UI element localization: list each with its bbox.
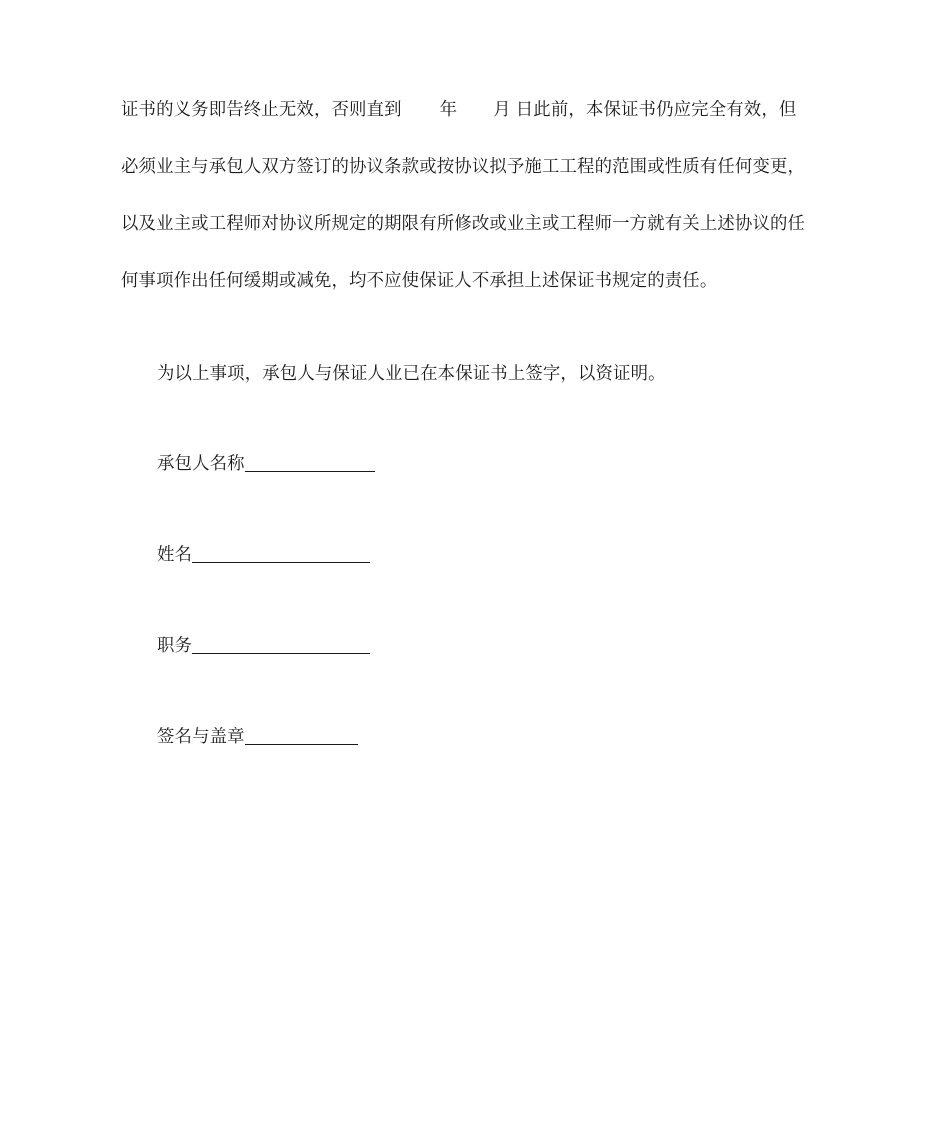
paragraph1-line2: 必须业主与承包人双方签订的协议条款或按协议拟予施工工程的范围或性质有任何变更， [121,157,806,177]
position-field [157,635,877,657]
year-label: 年 [439,100,458,120]
paragraph1-line1-text-a: 证书的义务即告终止无效，否则直到 [121,100,402,120]
signature-label: 签名与盖章 [157,727,245,747]
name-field [157,544,877,566]
signature-field [157,726,877,748]
contractor-name-blank [245,453,375,472]
signature-blank [245,726,358,745]
contractor-name-label: 承包人名称 [157,454,245,474]
month-label: 月 [493,100,511,120]
paragraph1-line3: 以及业主或工程师对协议所规定的期限有所修改或业主或工程师一方就有关上述协议的任 [121,214,806,234]
paragraph2: 为以上事项，承包人与保证人业已在本保证书上签字，以资证明。 [157,364,666,384]
paragraph1-line1-text-b: 日此前，本保证书仍应完全有效，但 [515,100,797,120]
contractor-name-field [157,453,877,475]
name-label: 姓名 [157,545,193,565]
name-blank [192,544,370,563]
position-label: 职务 [157,636,193,656]
paragraph1-line1 [121,99,841,121]
paragraph1-line4: 何事项作出任何缓期或减免，均不应使保证人不承担上述保证书规定的责任。 [121,271,718,291]
position-blank [192,635,370,654]
